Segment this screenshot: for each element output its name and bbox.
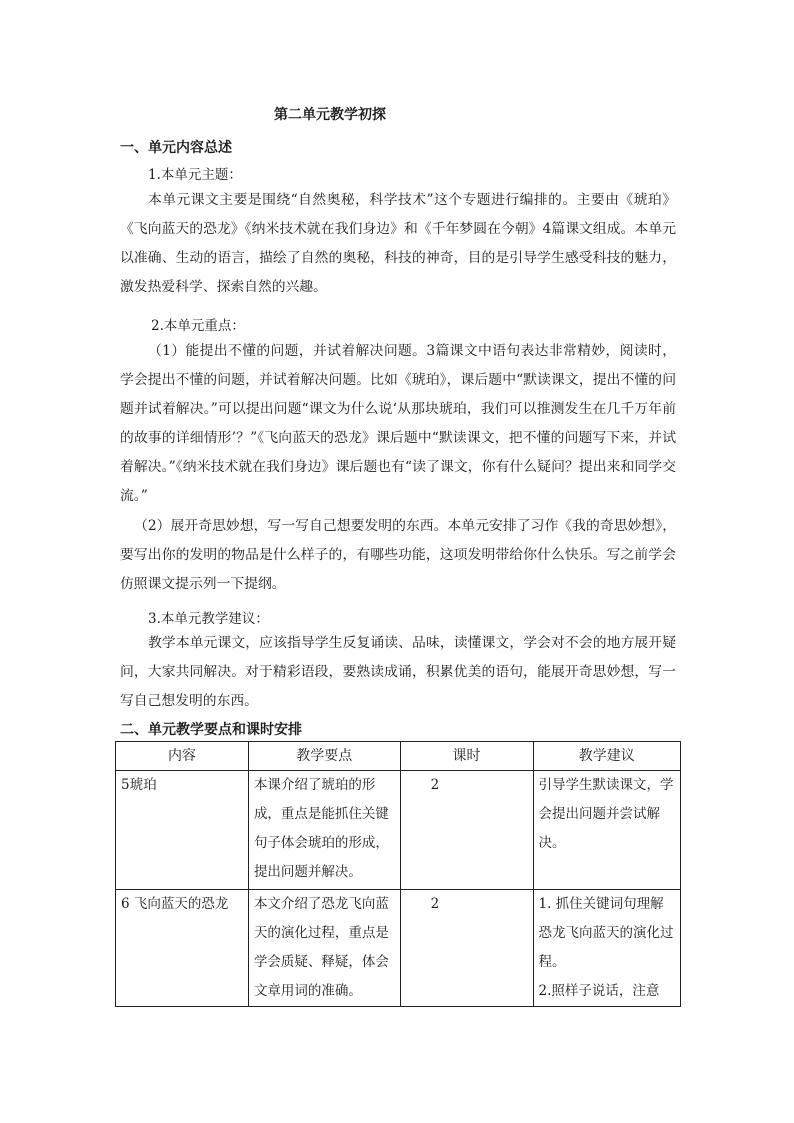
table-header-row	[116, 742, 681, 771]
cell-advice: 1. 抓住关键词句理解恐龙飞向蓝天的演化过程。 2.照样子说话，注意	[533, 890, 681, 1007]
advice-paragraph: 教学本单元课文，应该指导学生反复诵读、品味，读懂课文，学会对不会的地方展开疑问，大家共同解决。对于精彩语段，要熟读成诵，积累优美的语句，能展开奇思妙想，写一写自己想发明的东西。	[120, 635, 676, 709]
theme-paragraph: 本单元课文主要是围绕“自然奥秘，科学技术”这个专题进行编排的。主要由《琥珀》《飞向蓝天的恐龙》《纳米技术就在我们身边》和《千年梦圆在今朝》4篇课文组成。本单元以准确、生动的语言，描绘了自然的奥秘，科技的神奇，目的是引导学生感受科技的魅力，激发热爱科学、探索自然的兴趣。	[120, 192, 676, 295]
section2-heading: 二、单元教学要点和课时安排	[120, 722, 302, 738]
focus-paragraph-2: （2）展开奇思妙想，写一写自己想要发明的东西。本单元安排了习作《我的奇思妙想》，要写出你的发明的物品是什么样子的，有哪些功能，这项发明带给你什么快乐。写之前学会仿照课文提示列一下提纲。	[120, 518, 676, 592]
section1-heading: 一、单元内容总述	[120, 140, 232, 156]
cell-content: 6 飞向蓝天的恐龙	[116, 890, 249, 1007]
header-advice: 教学建议	[533, 742, 681, 771]
table-row	[116, 890, 681, 1007]
cell-points: 本文介绍了恐龙飞向蓝天的演化过程，重点是学会质疑、释疑，体会文章用词的准确。	[248, 890, 400, 1007]
document-title: 第二单元教学初探	[274, 107, 386, 123]
table-row	[116, 771, 681, 890]
focus-label: 2.本单元重点：	[151, 318, 245, 334]
header-content: 内容	[116, 742, 249, 771]
focus-paragraph-1: （1）能提出不懂的问题，并试着解决问题。3篇课文中语句表达非常精妙，阅读时，学会提出不懂的问题，并试着解决问题。比如《琥珀》，课后题中“默读课文，提出不懂的问题并试着解决。”可以提出问题“课文为什么说‘从那块琥珀，我们可以推测发生在几千万年前的故事的详细情形’？”《飞向蓝天的恐龙》课后题中“默读课文，把不懂的问题写下来，并试着解决。”《纳米技术就在我们身边》课后题也有“读了课文，你有什么疑问？提出来和同学交流。”	[120, 343, 676, 504]
theme-label: 1.本单元主题：	[148, 167, 242, 183]
cell-points: 本课介绍了琥珀的形成，重点是能抓住关键句子体会琥珀的形成，提出问题并解决。	[248, 771, 400, 890]
schedule-table	[115, 741, 681, 1007]
cell-hours: 2	[400, 771, 533, 890]
header-hours: 课时	[400, 742, 533, 771]
cell-content: 5琥珀	[116, 771, 249, 890]
advice-label: 3.本单元教学建议：	[148, 611, 269, 627]
cell-advice: 引导学生默读课文，学会提出问题并尝试解决。	[533, 771, 681, 890]
cell-hours: 2	[400, 890, 533, 1007]
header-points: 教学要点	[248, 742, 400, 771]
